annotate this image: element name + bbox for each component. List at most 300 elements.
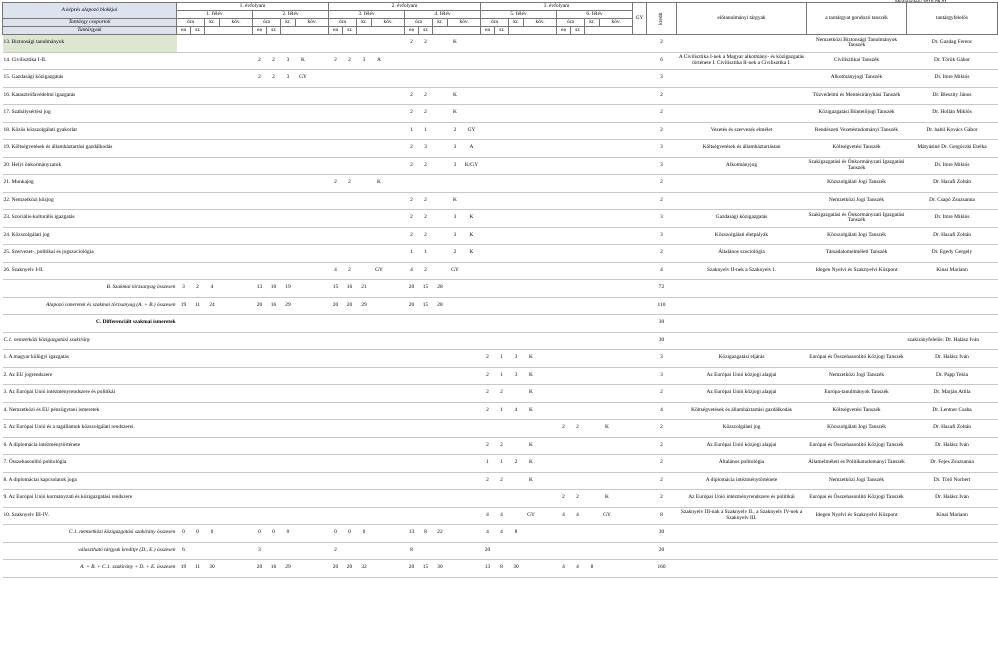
responsible-cell: Dr. Gazdag Ferenc: [931, 39, 973, 46]
semester-cell: [357, 263, 372, 280]
subject-name: 17. Szabálysértési jog: [3, 109, 51, 116]
total-cell: [481, 298, 495, 315]
semester-cell: [343, 140, 357, 157]
semester-cell: 2: [334, 179, 337, 186]
total-cell: 0: [362, 529, 366, 536]
kredit-cell: 2: [660, 249, 663, 256]
total-cell: 0: [286, 529, 290, 536]
kredit-cell: 2: [660, 109, 663, 116]
semester-cell: [253, 385, 267, 402]
kredit-cell: 6: [660, 56, 663, 63]
total-cell: 2: [334, 546, 337, 553]
section-cell: [220, 333, 235, 350]
semester-cell: [481, 70, 495, 87]
total-cell: [387, 298, 405, 315]
department-cell: Nemzetközi Jogi Tanszék: [828, 476, 885, 483]
semester-cell: [235, 403, 253, 420]
kredit-cell: 2: [660, 126, 663, 133]
semester-cell: [177, 140, 191, 157]
section-row: [3, 333, 998, 350]
gy-cell: [633, 193, 647, 210]
semester-cell: [585, 403, 600, 420]
total-cell: 0: [272, 529, 275, 536]
semester-cell: [585, 368, 600, 385]
semester-cell: [405, 438, 419, 455]
semester-cell: [311, 105, 329, 122]
total-cell: [585, 543, 600, 560]
semester-cell: [571, 385, 585, 402]
total-cell: 4: [562, 564, 565, 571]
semester-cell: [539, 53, 557, 70]
semester-cell: [571, 140, 585, 157]
kov-header: köv.: [296, 19, 329, 27]
semester-cell: [177, 473, 191, 490]
total-kredit: 110: [657, 301, 666, 308]
semester-cell: [329, 123, 343, 140]
semester-cell: K: [453, 39, 457, 46]
semester-cell: [524, 175, 539, 192]
total-cell: 29: [285, 301, 291, 308]
semester-cell: [557, 70, 571, 87]
total-cell: 20: [408, 564, 415, 571]
semester-cell: [220, 350, 235, 367]
semester-cell: [267, 123, 281, 140]
semester-cell: [495, 140, 509, 157]
total-cell: [463, 298, 481, 315]
semester-cell: 2: [514, 459, 518, 466]
semester-cell: [419, 455, 433, 472]
semester-cell: [600, 210, 615, 227]
semester-cell: 2: [348, 266, 351, 273]
total-cell: 21: [361, 284, 367, 291]
semester-cell: [357, 193, 372, 210]
semester-cell: [267, 350, 281, 367]
semester-cell: [372, 193, 387, 210]
semester-cell: [495, 70, 509, 87]
section-cell: [433, 333, 448, 350]
semester-cell: [253, 508, 267, 525]
semester-cell: [357, 210, 372, 227]
semester-cell: [405, 53, 419, 70]
semester-cell: [235, 438, 253, 455]
section-cell: [387, 315, 405, 332]
semester-cell: K: [469, 231, 474, 238]
semester-cell: [220, 88, 235, 105]
semester-cell: K: [529, 389, 533, 396]
semester-cell: [311, 350, 329, 367]
semester-cell: [205, 140, 220, 157]
semester-cell: [524, 123, 539, 140]
semester-cell: 3: [286, 74, 290, 81]
section-cell: [357, 333, 372, 350]
responsible-cell: Dr. Csapó Zsuzsanna: [929, 196, 975, 203]
semester-cell: [329, 490, 343, 507]
section-cell: [448, 333, 463, 350]
semester-cell: [191, 245, 205, 262]
semester-cell: [220, 368, 235, 385]
department-cell: Idegen Nyelvi és Szaknyelvi Központ: [815, 511, 898, 518]
total-cell: [509, 543, 524, 560]
semester-cell: [585, 88, 600, 105]
semester-cell: [615, 140, 633, 157]
semester-cell: [448, 368, 463, 385]
semester-cell: [387, 403, 405, 420]
semester-cell: 2: [410, 91, 413, 98]
subject-name: 16. Katasztrófavédelmi igazgatás: [3, 91, 76, 98]
prereq-cell: Alkotmányjog: [725, 161, 758, 168]
prereq-cell: Szaknyelv III-nak a Szaknyelv II., a Szaknyelv IV-nek a Szaknyelv III.: [680, 509, 803, 521]
kredit-cell: 8: [660, 511, 663, 518]
gy-cell: [633, 158, 647, 175]
semester-cell: [191, 508, 205, 525]
semester-cell: GY: [451, 266, 459, 273]
ora-header: óra: [481, 19, 509, 27]
semester-cell: [495, 175, 509, 192]
semester-cell: [205, 70, 220, 87]
kredit-cell: 2: [660, 459, 663, 466]
semester-cell: [343, 403, 357, 420]
total-cell: [615, 543, 633, 560]
subject-row: [3, 70, 998, 87]
total-cell: [557, 525, 571, 542]
semester-cell: 4: [410, 266, 413, 273]
semester-cell: 2: [334, 56, 337, 63]
semester-cell: [463, 70, 481, 87]
semester-cell: [539, 385, 557, 402]
semester-cell: [177, 385, 191, 402]
total-cell: [585, 298, 600, 315]
total-cell: 29: [361, 301, 367, 308]
prereq-cell: Költségvetések és államháztartástan: [702, 144, 781, 151]
semester-cell: [571, 210, 585, 227]
total-cell: [571, 280, 585, 297]
semester-cell: [205, 403, 220, 420]
semester-cell: [600, 140, 615, 157]
semester-cell: [220, 35, 235, 53]
semester-cell: [311, 140, 329, 157]
semester-cell: [433, 228, 448, 245]
semester-cell: [433, 88, 448, 105]
semester-cell: [357, 350, 372, 367]
responsible-header: tantárgyfelelős: [907, 3, 998, 35]
total-cell: [372, 280, 387, 297]
semester-cell: [311, 473, 329, 490]
total-cell: 10: [270, 284, 277, 291]
semester-cell: [481, 158, 495, 175]
semester-cell: [585, 228, 600, 245]
prereq-header: előtanulmányi tárgyak: [677, 3, 807, 35]
semester-cell: [281, 490, 296, 507]
semester-cell: [311, 158, 329, 175]
semester-cell: [177, 193, 191, 210]
semester-cell: 4: [500, 511, 503, 518]
semester-cell: [509, 193, 524, 210]
total-cell: 13: [408, 529, 415, 536]
total-cell: 8: [590, 564, 594, 571]
semester-cell: [253, 350, 267, 367]
semester-cell: [509, 53, 524, 70]
responsible-cell: Dr. Imre Miklós: [934, 74, 970, 81]
semester-cell: [191, 420, 205, 437]
prereq-cell: Az Európai Unió közjogi alapjai: [706, 371, 777, 378]
total-cell: 20: [346, 564, 353, 571]
semester-cell: [585, 245, 600, 262]
semester-cell: [205, 350, 220, 367]
semester-cell: [387, 263, 405, 280]
total-kredit: 160: [657, 564, 666, 571]
section-cell: [481, 315, 495, 332]
semester-cell: [600, 88, 615, 105]
semester-cell: [253, 368, 267, 385]
semester-cell: 1: [410, 249, 413, 256]
section-cell: [585, 333, 600, 350]
semester-cell: [433, 175, 448, 192]
semester-cell: [557, 35, 571, 53]
semester-cell: [539, 88, 557, 105]
semester-cell: [571, 263, 585, 280]
semester-cell: [539, 175, 557, 192]
total-cell: [205, 543, 220, 560]
semester-cell: [600, 385, 615, 402]
semester-cell: [205, 368, 220, 385]
subject-row: [3, 455, 998, 472]
semester-cell: [463, 88, 481, 105]
semester-cell: [463, 35, 481, 53]
gy-cell: [633, 350, 647, 367]
department-cell: Alkotmányjogi Tanszék: [830, 74, 883, 81]
semester-cell: [495, 158, 509, 175]
kredit-cell: 4: [660, 266, 663, 273]
semester-cell: [585, 420, 600, 437]
semester-cell: [296, 490, 311, 507]
semester-cell: [524, 140, 539, 157]
semester-cell: [235, 123, 253, 140]
semester-cell: [387, 350, 405, 367]
section-cell: [405, 315, 419, 332]
year-2: 2. évfolyam: [329, 3, 481, 11]
total-cell: 28: [437, 301, 443, 308]
semester-cell: 2: [258, 56, 261, 63]
semester-cell: [387, 158, 405, 175]
semester-cell: [571, 245, 585, 262]
subject-row: [3, 175, 998, 192]
semester-cell: [296, 455, 311, 472]
semester-cell: [296, 263, 311, 280]
semester-cell: [191, 53, 205, 70]
responsible-cell: Kinai Mariann: [936, 511, 968, 518]
semester-cell: 2: [410, 214, 413, 221]
total-cell: [296, 298, 311, 315]
semester-cell: [463, 175, 481, 192]
prereq-cell: [677, 175, 807, 192]
semester-cell: [571, 193, 585, 210]
kr-header: kr.: [357, 19, 372, 27]
semester-cell: [296, 193, 311, 210]
semester-cell: [177, 228, 191, 245]
section-cell: [633, 315, 647, 332]
semester-cell: K: [469, 214, 474, 221]
semester-cell: [372, 490, 387, 507]
kredit-cell: 2: [660, 389, 663, 396]
total-cell: [220, 525, 235, 542]
total-cell: [615, 525, 633, 542]
total-cell: 20: [484, 546, 491, 553]
total-cell: [495, 280, 509, 297]
semester-cell: [600, 473, 615, 490]
semester-cell: [357, 123, 372, 140]
semester-4: 4. félév: [405, 11, 481, 19]
total-cell: 15: [332, 284, 339, 291]
semester-cell: [296, 210, 311, 227]
semester-cell: 2: [500, 441, 503, 448]
total-label: C.1. nemzetközi közigazgatási szakirány összesen: [68, 529, 176, 536]
semester-cell: [281, 403, 296, 420]
semester-cell: [419, 508, 433, 525]
department-cell: Európai és Összehasonlító Közjogi Tanszék: [809, 441, 904, 448]
semester-cell: [191, 490, 205, 507]
section-cell: [343, 315, 357, 332]
semester-cell: 2: [453, 126, 457, 133]
section-cell: [281, 333, 296, 350]
total-cell: 20: [256, 564, 263, 571]
gy-cell: [633, 473, 647, 490]
semester-cell: [235, 70, 253, 87]
total-cell: 19: [180, 301, 187, 308]
responsible-cell: Dr. Hazafi Zoltán: [933, 231, 971, 238]
semester-cell: [524, 245, 539, 262]
semester-cell: [311, 193, 329, 210]
semester-cell: [177, 105, 191, 122]
total-cell: [539, 280, 557, 297]
gy-cell: [633, 403, 647, 420]
section-cell: [524, 315, 539, 332]
prereq-cell: [677, 88, 807, 105]
ora-header: óra: [329, 19, 357, 27]
semester-cell: [357, 508, 372, 525]
semester-cell: [235, 473, 253, 490]
semester-cell: [481, 88, 495, 105]
subject-row: [3, 368, 998, 385]
ora-header: óra: [405, 19, 433, 27]
total-cell: 16: [270, 564, 277, 571]
semester-cell: [433, 123, 448, 140]
semester-cell: [235, 490, 253, 507]
semester-cell: [296, 403, 311, 420]
semester-cell: [311, 263, 329, 280]
responsible-cell: Dr. Hazafi Zoltán: [933, 424, 971, 431]
responsible-cell: Dr. Lentner Csaba: [932, 406, 972, 413]
semester-cell: [615, 473, 633, 490]
semester-cell: [585, 385, 600, 402]
semester-cell: [191, 210, 205, 227]
semester-cell: 2: [486, 406, 489, 413]
responsible-cell: Dr. Törő Norbert: [933, 476, 971, 483]
department-cell: Nemzetközi Jogi Tanszék: [828, 196, 885, 203]
semester-cell: [205, 158, 220, 175]
semester-cell: K: [469, 249, 474, 256]
semester-cell: [524, 193, 539, 210]
semester-cell: [220, 158, 235, 175]
semester-cell: [495, 193, 509, 210]
semester-cell: [235, 140, 253, 157]
ea-header: ea: [481, 27, 495, 35]
semester-cell: [281, 420, 296, 437]
kredit-cell: 2: [660, 196, 663, 203]
semester-cell: [343, 508, 357, 525]
semester-cell: [463, 455, 481, 472]
semester-cell: [329, 508, 343, 525]
semester-cell: [311, 53, 329, 70]
semester-cell: [419, 438, 433, 455]
semester-cell: [235, 175, 253, 192]
semester-cell: [509, 140, 524, 157]
total-cell: 11: [194, 564, 201, 571]
semester-cell: [177, 455, 191, 472]
prereq-cell: Közigazgatási eljárás: [718, 354, 765, 361]
total-cell: [600, 525, 615, 542]
semester-cell: [372, 368, 387, 385]
semester-cell: [557, 403, 571, 420]
semester-cell: [205, 263, 220, 280]
semester-cell: [372, 245, 387, 262]
gy-cell: [633, 210, 647, 227]
kr-header: kr.: [509, 19, 524, 27]
total-cell: [220, 543, 235, 560]
section-cell: [311, 333, 329, 350]
total-cell: 3: [258, 546, 261, 553]
semester-cell: [524, 35, 539, 53]
responsible-cell: Dr. Egedy Gergely: [931, 249, 973, 256]
semester-cell: [177, 53, 191, 70]
gy-cell: [633, 70, 647, 87]
semester-cell: [191, 175, 205, 192]
semester-cell: [357, 228, 372, 245]
total-cell: 8: [424, 529, 427, 536]
semester-cell: [311, 228, 329, 245]
semester-cell: [509, 245, 524, 262]
semester-cell: 2: [500, 476, 503, 483]
semester-cell: [571, 350, 585, 367]
semester-cell: [267, 158, 281, 175]
semester-cell: 2: [410, 231, 413, 238]
semester-cell: 4: [486, 511, 489, 518]
total-cell: [311, 543, 329, 560]
semester-cell: [343, 455, 357, 472]
total-cell: [585, 525, 600, 542]
semester-cell: [253, 175, 267, 192]
semester-cell: [615, 123, 633, 140]
semester-cell: [433, 455, 448, 472]
semester-cell: [357, 245, 372, 262]
semester-cell: [253, 35, 267, 53]
semester-cell: [524, 263, 539, 280]
ea-header: ea: [177, 27, 191, 35]
semester-cell: K: [453, 109, 457, 116]
semester-cell: [191, 403, 205, 420]
total-cell: [296, 525, 311, 542]
semester-cell: [267, 175, 281, 192]
semester-cell: [267, 455, 281, 472]
semester-cell: [539, 455, 557, 472]
semester-cell: [495, 228, 509, 245]
ora-header: óra: [253, 19, 281, 27]
prereq-cell: [677, 70, 807, 87]
semester-cell: [372, 158, 387, 175]
semester-cell: K: [301, 56, 305, 63]
section-cell: [585, 315, 600, 332]
subject-row: [3, 158, 998, 175]
version-stamp: Mintatanterv 2015.09.01: [895, 0, 947, 5]
